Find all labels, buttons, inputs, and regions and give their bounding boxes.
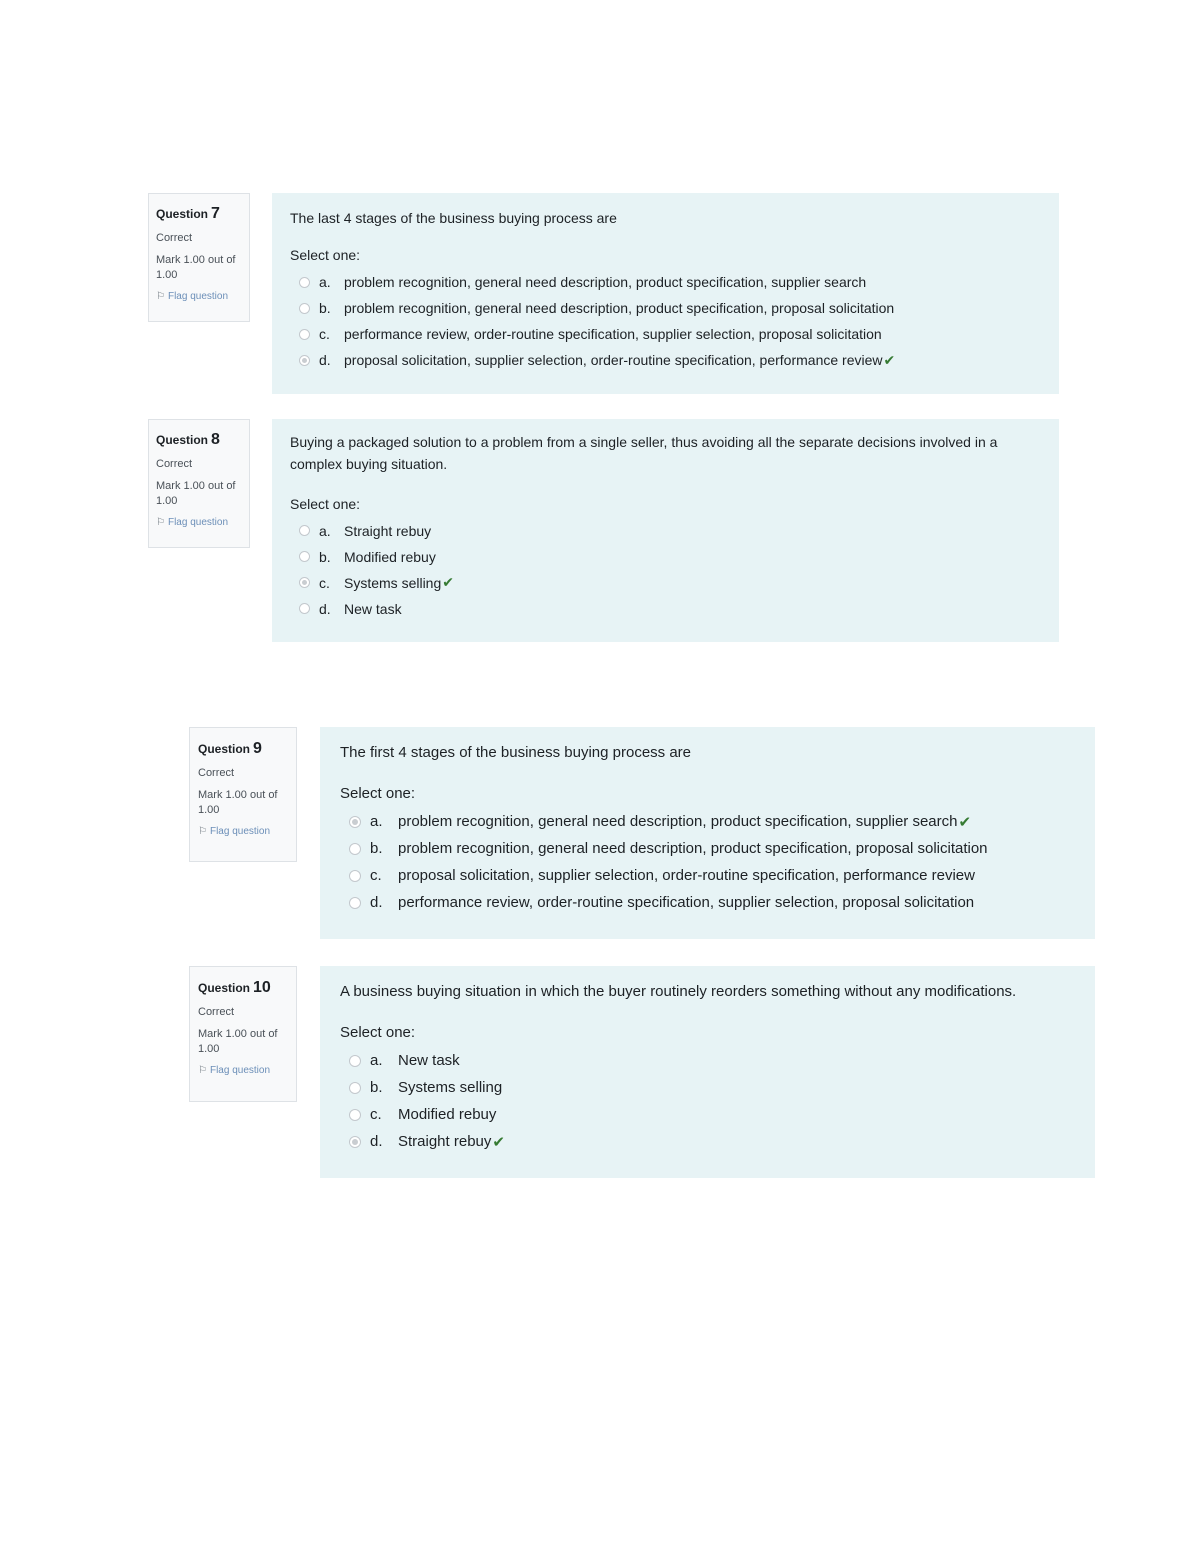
answer-text: Systems selling	[398, 1079, 503, 1096]
answer-text: performance review, order-routine specification, supplier selection, proposal solicitation	[344, 326, 882, 343]
flag-icon: ⚐	[156, 516, 165, 528]
answer-option-b[interactable]	[340, 835, 1075, 862]
question-grade: Mark 1.00 out of 1.00	[156, 253, 236, 282]
answer-radio[interactable]	[299, 551, 310, 562]
answer-text: problem recognition, general need description, product specification, supplier search	[344, 274, 867, 291]
answer-text: problem recognition, general need description, product specification, supplier search	[398, 813, 958, 830]
question-number-line	[156, 203, 242, 225]
question-content	[272, 193, 1059, 394]
flag-question-link[interactable]	[156, 290, 242, 304]
answer-radio-selected[interactable]	[349, 1136, 361, 1148]
select-one-prompt: Select one:	[290, 247, 361, 264]
question-label: Question	[198, 742, 251, 756]
answer-radio[interactable]	[299, 303, 310, 314]
answer-letter: a.	[370, 1052, 383, 1069]
answer-letter: c.	[319, 326, 330, 343]
correct-check-icon: ✔	[883, 351, 896, 368]
question-content	[272, 419, 1059, 642]
flag-question-link[interactable]	[198, 1064, 288, 1078]
flag-icon: ⚐	[198, 1064, 207, 1076]
answer-option-b[interactable]	[340, 1074, 1075, 1101]
answer-radio-selected[interactable]	[299, 577, 310, 588]
answer-radio[interactable]	[299, 603, 310, 614]
flag-icon: ⚐	[198, 825, 207, 837]
answer-list	[290, 518, 1041, 622]
answer-text: New task	[344, 600, 402, 617]
answer-radio[interactable]	[299, 329, 310, 340]
answer-text: problem recognition, general need description, product specification, proposal solicitation	[398, 840, 988, 857]
answer-text: Systems selling	[344, 574, 442, 591]
answer-option-d[interactable]	[290, 347, 1041, 373]
answer-radio[interactable]	[349, 843, 361, 855]
question-content	[320, 727, 1095, 939]
question-number: 10	[253, 979, 271, 996]
question-content	[320, 966, 1095, 1178]
question-state: Correct	[198, 1006, 235, 1019]
flag-question-label: Flag question	[167, 290, 229, 302]
answer-letter: b.	[370, 1079, 383, 1096]
question-label: Question	[198, 981, 251, 995]
question-info	[189, 966, 297, 1102]
question-text: A business buying situation in which the buyer routinely reorders something without any modifications.	[340, 983, 1017, 1000]
question-text: Buying a packaged solution to a problem from a single seller, thus avoiding all the separate decisions involved in a complex buying situation.	[290, 434, 998, 473]
flag-icon: ⚐	[156, 290, 165, 302]
answer-radio[interactable]	[349, 1055, 361, 1067]
answer-radio[interactable]	[349, 1109, 361, 1121]
answer-letter: a.	[319, 522, 331, 539]
answer-letter: b.	[319, 548, 331, 565]
answer-radio[interactable]	[349, 1082, 361, 1094]
select-one-prompt: Select one:	[340, 785, 416, 802]
answer-radio[interactable]	[299, 277, 310, 288]
answer-option-b[interactable]	[290, 295, 1041, 321]
answer-option-a[interactable]	[340, 1047, 1075, 1074]
question-state: Correct	[156, 232, 193, 245]
answer-letter: d.	[370, 1133, 383, 1150]
answer-letter: a.	[370, 813, 383, 830]
answer-radio[interactable]	[349, 870, 361, 882]
correct-check-icon: ✔	[958, 813, 972, 831]
answer-letter: d.	[319, 600, 331, 617]
flag-question-label: Flag question	[167, 516, 229, 528]
answer-radio-selected[interactable]	[349, 816, 361, 828]
answer-option-b[interactable]	[290, 544, 1041, 570]
answer-option-d[interactable]	[290, 596, 1041, 622]
flag-question-label: Flag question	[209, 1064, 271, 1076]
select-one-prompt: Select one:	[340, 1024, 416, 1041]
answer-radio[interactable]	[299, 525, 310, 536]
question-label: Question	[156, 207, 209, 221]
question-info	[148, 193, 250, 322]
question-grade: Mark 1.00 out of 1.00	[198, 1027, 278, 1056]
question-info	[189, 727, 297, 862]
answer-letter: a.	[319, 274, 331, 291]
question-text: The first 4 stages of the business buying process are	[340, 744, 692, 761]
question-number-line	[198, 977, 288, 999]
question-text: The last 4 stages of the business buying process are	[290, 210, 617, 226]
answer-text: proposal solicitation, supplier selection, order-routine specification, performance review	[398, 867, 975, 884]
question-grade: Mark 1.00 out of 1.00	[198, 788, 278, 817]
correct-check-icon: ✔	[492, 1133, 505, 1151]
answer-text: Modified rebuy	[344, 548, 436, 565]
question-number-line	[198, 738, 288, 760]
answer-text: problem recognition, general need description, product specification, proposal solicitation	[344, 300, 895, 317]
select-one-prompt: Select one:	[290, 495, 361, 512]
answer-option-a[interactable]	[290, 269, 1041, 295]
answer-text: proposal solicitation, supplier selection, order-routine specification, performance review	[344, 352, 883, 369]
answer-text: New task	[398, 1052, 460, 1069]
answer-option-c[interactable]	[290, 321, 1041, 347]
answer-letter: b.	[370, 840, 383, 857]
answer-text: performance review, order-routine specification, supplier selection, proposal solicitation	[398, 894, 975, 911]
answer-letter: d.	[319, 352, 331, 369]
flag-question-label: Flag question	[209, 825, 271, 837]
answer-option-c[interactable]	[290, 570, 1041, 596]
answer-radio[interactable]	[349, 897, 361, 909]
question-number-line	[156, 429, 242, 451]
answer-letter: c.	[370, 867, 382, 884]
answer-letter: c.	[319, 574, 330, 591]
answer-option-c[interactable]	[340, 862, 1075, 889]
answer-option-d[interactable]	[340, 889, 1075, 916]
answer-letter: d.	[370, 894, 383, 911]
correct-check-icon: ✔	[442, 574, 454, 591]
question-label: Question	[156, 433, 209, 447]
answer-option-a[interactable]	[340, 808, 1075, 835]
answer-option-c[interactable]	[340, 1101, 1075, 1128]
flag-question-link[interactable]	[156, 516, 242, 530]
answer-text: Modified rebuy	[398, 1106, 497, 1123]
answer-letter: c.	[370, 1106, 382, 1123]
question-number: 8	[211, 431, 220, 448]
answer-text: Straight rebuy	[344, 522, 432, 539]
question-state: Correct	[156, 458, 193, 471]
question-grade: Mark 1.00 out of 1.00	[156, 479, 236, 508]
question-state: Correct	[198, 767, 235, 780]
answer-list	[340, 1047, 1075, 1155]
answer-option-a[interactable]	[290, 518, 1041, 544]
answer-option-d[interactable]	[340, 1128, 1075, 1155]
answer-radio-selected[interactable]	[299, 355, 310, 366]
question-number: 7	[211, 205, 220, 222]
answer-letter: b.	[319, 300, 331, 317]
question-number: 9	[253, 740, 262, 757]
flag-question-link[interactable]	[198, 825, 288, 839]
answer-list	[290, 269, 1041, 373]
answer-text: Straight rebuy	[398, 1133, 492, 1150]
answer-list	[340, 808, 1075, 916]
question-info	[148, 419, 250, 548]
